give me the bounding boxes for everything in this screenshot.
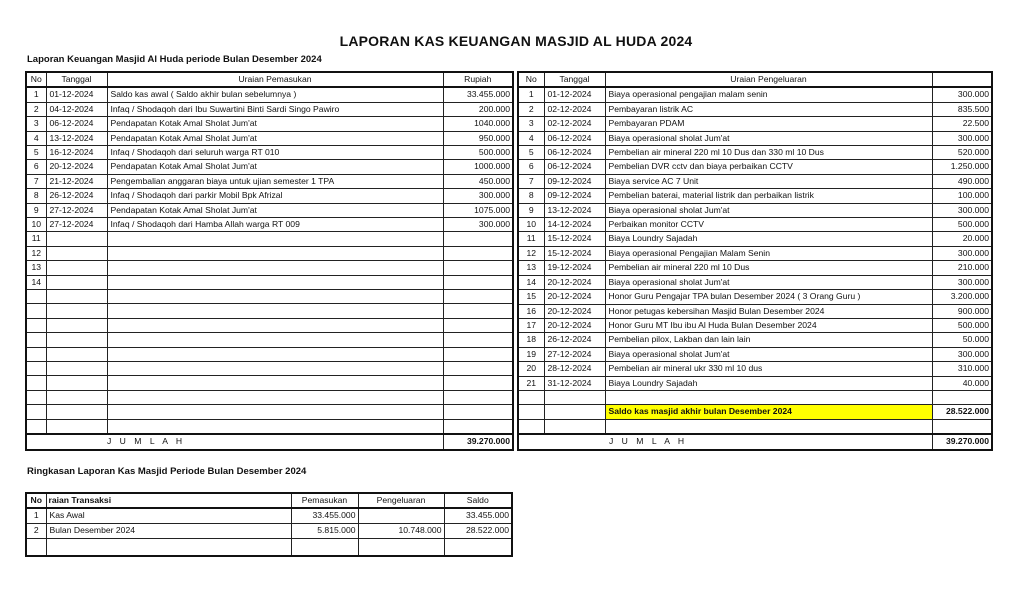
summary-header-income: Pemasukan (291, 493, 358, 508)
expense-total-value: 39.270.000 (932, 434, 992, 450)
income-row-desc: Pendapatan Kotak Amal Sholat Jum'at (107, 131, 443, 145)
summary-row (26, 508, 512, 523)
income-row-amount (443, 419, 513, 434)
summary-row-balance: 33.455.000 (444, 508, 512, 523)
expense-row-date: 20-12-2024 (544, 290, 605, 304)
empty-cell (518, 419, 544, 434)
expense-row-date: 13-12-2024 (544, 203, 605, 217)
income-row-amount (443, 275, 513, 289)
expense-row-date: 01-12-2024 (544, 87, 605, 102)
income-row-amount (443, 362, 513, 376)
expense-row-amount: 210.000 (932, 261, 992, 275)
income-row (26, 347, 513, 361)
expense-row-desc: Biaya operasional sholat Jum'at (605, 131, 932, 145)
expense-total-label: J U M L A H (518, 434, 932, 450)
income-table (25, 71, 514, 451)
expense-row-amount: 900.000 (932, 304, 992, 318)
expense-row-no: 17 (518, 318, 544, 332)
income-row (26, 246, 513, 260)
expense-header-no: No (518, 72, 544, 87)
expense-row-no: 10 (518, 218, 544, 232)
expense-row-no: 19 (518, 347, 544, 361)
expense-row (518, 246, 992, 260)
expense-row-desc: Pembelian pilox, Lakban dan lain lain (605, 333, 932, 347)
expense-row-date: 20-12-2024 (544, 318, 605, 332)
expense-row-date: 28-12-2024 (544, 362, 605, 376)
income-row-amount: 1000.000 (443, 160, 513, 174)
expense-row-amount: 520.000 (932, 146, 992, 160)
expense-row-desc: Pembayaran listrik AC (605, 102, 932, 116)
expense-table (517, 71, 993, 451)
summary-table (25, 492, 513, 557)
income-row-desc (107, 246, 443, 260)
expense-row-no: 5 (518, 146, 544, 160)
income-row-amount: 1075.000 (443, 203, 513, 217)
expense-header-desc: Uraian Pengeluaran (605, 72, 932, 87)
income-row-date (46, 290, 107, 304)
income-row-date: 20-12-2024 (46, 160, 107, 174)
expense-row-no: 2 (518, 102, 544, 116)
expense-row-amount: 300.000 (932, 347, 992, 361)
expense-row-desc: Biaya Loundry Sajadah (605, 232, 932, 246)
empty-cell (518, 390, 544, 404)
expense-row-desc: Honor Guru Pengajar TPA bulan Desember 2024 ( 3 Orang Guru ) (605, 290, 932, 304)
expense-row-no: 20 (518, 362, 544, 376)
expense-row-amount: 100.000 (932, 189, 992, 203)
income-row-date (46, 333, 107, 347)
income-row (26, 261, 513, 275)
expense-row-amount: 500.000 (932, 218, 992, 232)
expense-row-amount: 835.500 (932, 102, 992, 116)
income-row-date: 01-12-2024 (46, 87, 107, 102)
expense-row (518, 102, 992, 116)
expense-row-desc: Biaya operasional sholat Jum'at (605, 203, 932, 217)
summary-header-desc: raian Transaksi (46, 493, 291, 508)
income-row-no (26, 405, 46, 419)
expense-row-no: 16 (518, 304, 544, 318)
income-row-amount: 950.000 (443, 131, 513, 145)
expense-row (518, 376, 992, 390)
expense-row-no: 21 (518, 376, 544, 390)
income-row-no: 3 (26, 117, 46, 131)
income-row (26, 304, 513, 318)
income-row (26, 102, 513, 116)
expense-row-date: 09-12-2024 (544, 174, 605, 188)
income-row-desc (107, 333, 443, 347)
income-row (26, 131, 513, 145)
income-row (26, 318, 513, 332)
income-row-amount: 500.000 (443, 146, 513, 160)
expense-row-desc: Biaya Loundry Sajadah (605, 376, 932, 390)
expense-row-no: 18 (518, 333, 544, 347)
expense-saldo-row (518, 405, 992, 419)
income-row-desc (107, 304, 443, 318)
income-row-amount (443, 232, 513, 246)
income-row-date (46, 362, 107, 376)
income-row-no (26, 347, 46, 361)
expense-row (518, 275, 992, 289)
summary-row-no: 1 (26, 508, 46, 523)
expense-row-date: 20-12-2024 (544, 304, 605, 318)
income-row-amount: 300.000 (443, 218, 513, 232)
income-row-desc: Infaq / Shodaqoh dari seluruh warga RT 010 (107, 146, 443, 160)
income-row-amount: 450.000 (443, 174, 513, 188)
income-row-date (46, 376, 107, 390)
expense-row-date: 14-12-2024 (544, 218, 605, 232)
income-row (26, 146, 513, 160)
income-row-desc (107, 362, 443, 376)
expense-row-date: 06-12-2024 (544, 160, 605, 174)
income-row-amount (443, 246, 513, 260)
income-row-no (26, 390, 46, 404)
report-subtitle: Laporan Keuangan Masjid Al Huda periode Bulan Desember 2024 (27, 54, 322, 65)
income-row-no (26, 304, 46, 318)
income-row-desc: Pendapatan Kotak Amal Sholat Jum'at (107, 117, 443, 131)
income-header-date: Tanggal (46, 72, 107, 87)
summary-row (26, 538, 512, 556)
expense-row-desc: Biaya operasional sholat Jum'at (605, 347, 932, 361)
summary-title: Ringkasan Laporan Kas Masjid Periode Bulan Desember 2024 (27, 466, 307, 477)
income-row-desc (107, 290, 443, 304)
expense-row (518, 333, 992, 347)
expense-row-date: 20-12-2024 (544, 275, 605, 289)
expense-row-no: 1 (518, 87, 544, 102)
empty-cell (605, 419, 932, 434)
income-row-no (26, 362, 46, 376)
expense-row-amount: 300.000 (932, 131, 992, 145)
income-row-no (26, 333, 46, 347)
income-row (26, 87, 513, 102)
income-row (26, 232, 513, 246)
expense-row-amount: 3.200.000 (932, 290, 992, 304)
income-row-desc (107, 318, 443, 332)
income-row (26, 117, 513, 131)
saldo-label: Saldo kas masjid akhir bulan Desember 2024 (605, 405, 932, 419)
summary-row-no: 2 (26, 524, 46, 539)
income-row-date (46, 419, 107, 434)
income-row-no (26, 318, 46, 332)
empty-cell (932, 419, 992, 434)
income-row-amount (443, 261, 513, 275)
empty-cell (518, 405, 544, 419)
income-row-no: 6 (26, 160, 46, 174)
expense-row (518, 131, 992, 145)
expense-row (518, 290, 992, 304)
income-row-amount (443, 405, 513, 419)
summary-row-desc: Kas Awal (46, 508, 291, 523)
expense-row (518, 261, 992, 275)
empty-cell (544, 405, 605, 419)
income-row-desc: Infaq / Shodaqoh dari Ibu Suwartini Binti Sardi Singo Pawiro (107, 102, 443, 116)
income-row-no (26, 290, 46, 304)
income-row (26, 290, 513, 304)
income-row-date: 21-12-2024 (46, 174, 107, 188)
income-row-no: 7 (26, 174, 46, 188)
summary-row-desc: Bulan Desember 2024 (46, 524, 291, 539)
income-row (26, 174, 513, 188)
expense-blank-row (518, 419, 992, 434)
income-header-row (26, 72, 513, 87)
income-row (26, 405, 513, 419)
expense-row-date: 02-12-2024 (544, 102, 605, 116)
income-row (26, 275, 513, 289)
expense-row-desc: Biaya operasional sholat Jum'at (605, 275, 932, 289)
income-row-amount (443, 390, 513, 404)
income-row-desc (107, 376, 443, 390)
expense-row-no: 13 (518, 261, 544, 275)
saldo-value: 28.522.000 (932, 405, 992, 419)
income-header-amount: Rupiah (443, 72, 513, 87)
income-row-amount: 33.455.000 (443, 87, 513, 102)
expense-row-amount: 20.000 (932, 232, 992, 246)
income-row (26, 189, 513, 203)
expense-row-amount: 300.000 (932, 203, 992, 217)
expense-header-amount (932, 72, 992, 87)
summary-row-expense: 10.748.000 (358, 524, 444, 539)
expense-row (518, 347, 992, 361)
expense-row-amount: 310.000 (932, 362, 992, 376)
income-header-desc: Uraian Pemasukan (107, 72, 443, 87)
expense-row-date: 15-12-2024 (544, 232, 605, 246)
income-row-date: 27-12-2024 (46, 203, 107, 217)
income-row-amount: 200.000 (443, 102, 513, 116)
summary-row-expense (358, 508, 444, 523)
income-row-amount: 300.000 (443, 189, 513, 203)
report-title: LAPORAN KAS KEUANGAN MASJID AL HUDA 2024 (339, 33, 693, 49)
expense-row (518, 117, 992, 131)
income-row-date: 26-12-2024 (46, 189, 107, 203)
expense-row-desc: Biaya service AC 7 Unit (605, 174, 932, 188)
expense-row-date: 31-12-2024 (544, 376, 605, 390)
income-row-no: 11 (26, 232, 46, 246)
expense-row-desc: Pembelian air mineral 220 ml 10 Dus dan 330 ml 10 Dus (605, 146, 932, 160)
expense-row (518, 160, 992, 174)
expense-row (518, 174, 992, 188)
expense-row-desc: Biaya operasional pengajian malam senin (605, 87, 932, 102)
income-row (26, 376, 513, 390)
income-row-no: 4 (26, 131, 46, 145)
expense-row (518, 304, 992, 318)
income-row-date (46, 304, 107, 318)
income-row-amount (443, 347, 513, 361)
expense-row-desc: Honor Guru MT Ibu ibu Al Huda Bulan Desember 2024 (605, 318, 932, 332)
expense-row-desc: Pembelian air mineral ukr 330 ml 10 dus (605, 362, 932, 376)
income-row-amount (443, 333, 513, 347)
income-row (26, 390, 513, 404)
expense-header-date: Tanggal (544, 72, 605, 87)
summary-header-balance: Saldo (444, 493, 512, 508)
empty-cell (605, 390, 932, 404)
expense-row-date: 02-12-2024 (544, 117, 605, 131)
income-row-no: 5 (26, 146, 46, 160)
income-row-date: 13-12-2024 (46, 131, 107, 145)
income-row-date: 16-12-2024 (46, 146, 107, 160)
income-total-label: J U M L A H (26, 434, 443, 450)
expense-row-date: 27-12-2024 (544, 347, 605, 361)
expense-row-desc: Perbaikan monitor CCTV (605, 218, 932, 232)
expense-row-no: 4 (518, 131, 544, 145)
expense-row-desc: Biaya operasional Pengajian Malam Senin (605, 246, 932, 260)
income-row-amount (443, 290, 513, 304)
summary-row-income (291, 538, 358, 556)
income-row-date: 06-12-2024 (46, 117, 107, 131)
income-row-no: 9 (26, 203, 46, 217)
expense-row-date: 06-12-2024 (544, 131, 605, 145)
expense-row-date: 26-12-2024 (544, 333, 605, 347)
expense-row-amount: 490.000 (932, 174, 992, 188)
income-row (26, 160, 513, 174)
expense-row (518, 203, 992, 217)
income-row-amount (443, 376, 513, 390)
income-row-date (46, 318, 107, 332)
income-row-date: 27-12-2024 (46, 218, 107, 232)
income-total-row (26, 434, 513, 450)
income-row-desc (107, 390, 443, 404)
summary-header-expense: Pengeluaran (358, 493, 444, 508)
expense-row-desc: Pembelian air mineral 220 ml 10 Dus (605, 261, 932, 275)
expense-row (518, 318, 992, 332)
income-row-desc: Infaq / Shodaqoh dari parkir Mobil Bpk Afrizal (107, 189, 443, 203)
expense-row-amount: 300.000 (932, 275, 992, 289)
income-row-desc (107, 405, 443, 419)
income-row-amount: 1040.000 (443, 117, 513, 131)
income-row-amount (443, 318, 513, 332)
summary-row-income: 33.455.000 (291, 508, 358, 523)
expense-row-amount: 500.000 (932, 318, 992, 332)
expense-row (518, 232, 992, 246)
income-row-date (46, 232, 107, 246)
income-row-desc (107, 419, 443, 434)
income-row-no: 2 (26, 102, 46, 116)
expense-row (518, 87, 992, 102)
income-row-no (26, 419, 46, 434)
expense-row-no: 9 (518, 203, 544, 217)
income-row-date (46, 347, 107, 361)
expense-row-date: 19-12-2024 (544, 261, 605, 275)
expense-row (518, 362, 992, 376)
expense-row-amount: 50.000 (932, 333, 992, 347)
expense-row-no: 6 (518, 160, 544, 174)
income-row-no: 10 (26, 218, 46, 232)
expense-total-row (518, 434, 992, 450)
income-row-date (46, 246, 107, 260)
income-row-desc: Pengembalian anggaran biaya untuk ujian semester 1 TPA (107, 174, 443, 188)
income-row-date (46, 261, 107, 275)
expense-row-date: 09-12-2024 (544, 189, 605, 203)
income-row-date (46, 405, 107, 419)
income-row-no: 8 (26, 189, 46, 203)
income-row-desc: Infaq / Shodaqoh dari Hamba Allah warga RT 009 (107, 218, 443, 232)
income-row-no: 14 (26, 275, 46, 289)
income-row-date (46, 390, 107, 404)
expense-row-amount: 300.000 (932, 246, 992, 260)
income-row (26, 419, 513, 434)
expense-header-row (518, 72, 992, 87)
expense-row-desc: Honor petugas kebersihan Masjid Bulan Desember 2024 (605, 304, 932, 318)
income-row-desc (107, 232, 443, 246)
expense-row-no: 11 (518, 232, 544, 246)
income-row-desc: Pendapatan Kotak Amal Sholat Jum'at (107, 160, 443, 174)
expense-row-no: 8 (518, 189, 544, 203)
expense-row-amount: 40.000 (932, 376, 992, 390)
income-row-no: 12 (26, 246, 46, 260)
income-row-desc (107, 261, 443, 275)
expense-row-amount: 1.250.000 (932, 160, 992, 174)
income-row-amount (443, 304, 513, 318)
expense-row-date: 06-12-2024 (544, 146, 605, 160)
income-row-desc: Saldo kas awal ( Saldo akhir bulan sebelumnya ) (107, 87, 443, 102)
income-row (26, 218, 513, 232)
expense-row-amount: 300.000 (932, 87, 992, 102)
income-row-date: 04-12-2024 (46, 102, 107, 116)
expense-row (518, 146, 992, 160)
expense-row-no: 12 (518, 246, 544, 260)
summary-row-balance: 28.522.000 (444, 524, 512, 539)
expense-blank-row (518, 390, 992, 404)
expense-row-desc: Pembelian DVR cctv dan biaya perbaikan CCTV (605, 160, 932, 174)
income-row-no: 1 (26, 87, 46, 102)
summary-row-expense (358, 538, 444, 556)
income-total-value: 39.270.000 (443, 434, 513, 450)
summary-row-income: 5.815.000 (291, 524, 358, 539)
empty-cell (932, 390, 992, 404)
summary-row-no (26, 538, 46, 556)
income-row-desc (107, 275, 443, 289)
empty-cell (544, 390, 605, 404)
expense-row-no: 15 (518, 290, 544, 304)
expense-row-date: 15-12-2024 (544, 246, 605, 260)
expense-row-no: 3 (518, 117, 544, 131)
summary-row-desc (46, 538, 291, 556)
income-row-no: 13 (26, 261, 46, 275)
empty-cell (544, 419, 605, 434)
expense-row (518, 218, 992, 232)
summary-header-no: No (26, 493, 46, 508)
expense-row (518, 189, 992, 203)
income-row (26, 333, 513, 347)
expense-row-desc: Pembayaran PDAM (605, 117, 932, 131)
income-row (26, 362, 513, 376)
income-row-date (46, 275, 107, 289)
income-row-no (26, 376, 46, 390)
income-row-desc: Pendapatan Kotak Amal Sholat Jum'at (107, 203, 443, 217)
summary-header-row (26, 493, 512, 508)
income-row-desc (107, 347, 443, 361)
income-row (26, 203, 513, 217)
expense-row-no: 14 (518, 275, 544, 289)
expense-row-desc: Pembelian baterai, material listrik dan perbaikan listrik (605, 189, 932, 203)
summary-row (26, 524, 512, 539)
expense-row-no: 7 (518, 174, 544, 188)
summary-row-balance (444, 538, 512, 556)
expense-row-amount: 22.500 (932, 117, 992, 131)
income-header-no: No (26, 72, 46, 87)
